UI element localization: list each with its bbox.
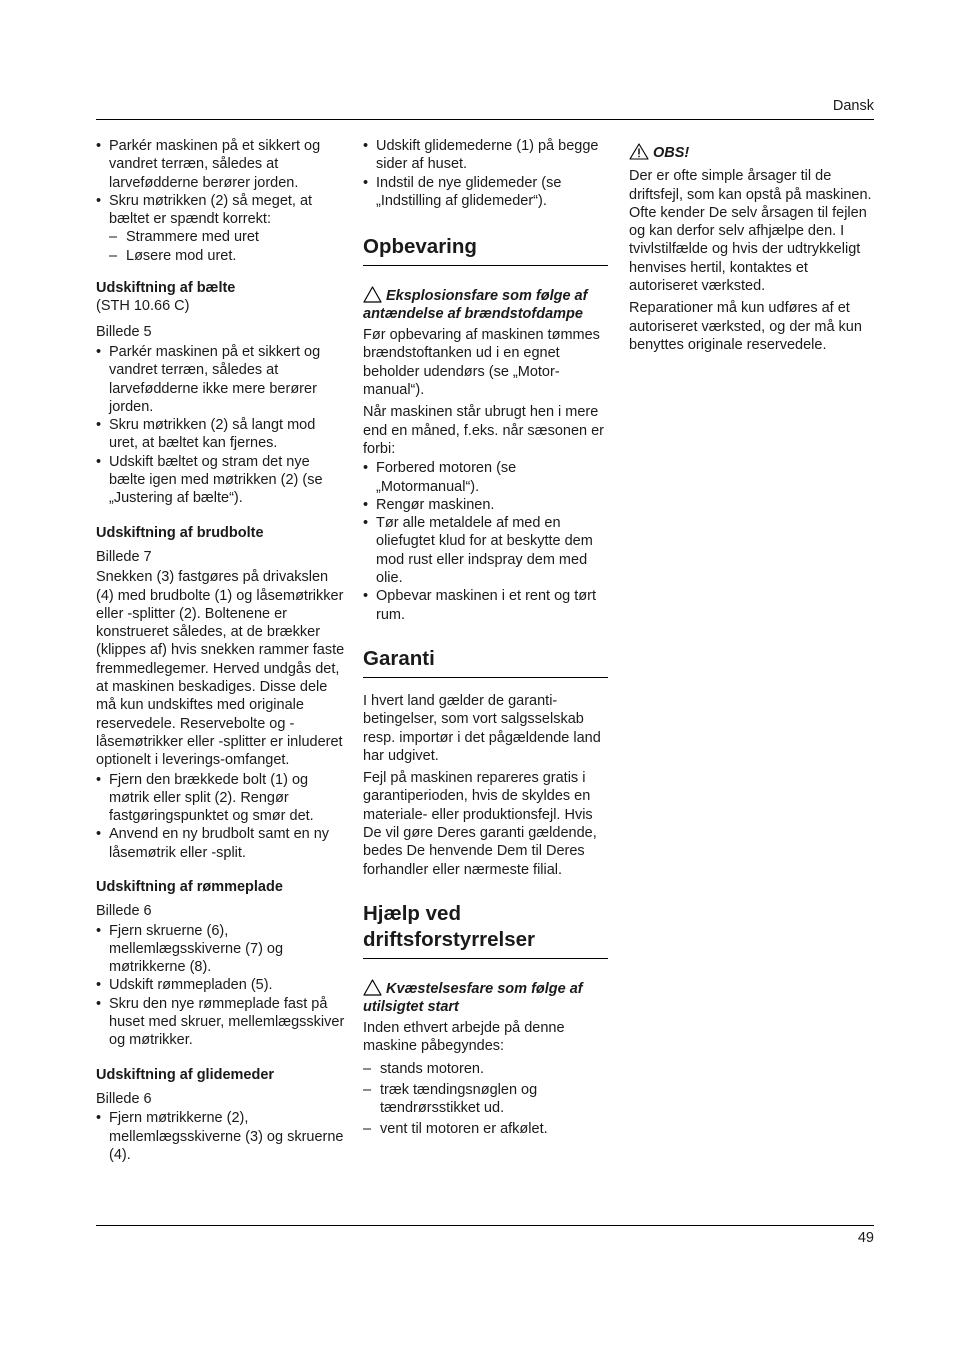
list-item: • Rengør maskinen.	[363, 496, 608, 514]
trouble-warning	[363, 979, 608, 1016]
page-number: 49	[857, 1230, 874, 1246]
warning-triangle-icon	[363, 979, 382, 996]
list-item: • Fjern skruerne (6), mellemlægsskiverne (7) og møtrikkerne (8).	[96, 922, 346, 977]
warranty-heading: Garanti	[363, 646, 608, 678]
list-item: – Strammere med uret	[109, 228, 346, 246]
storage-para-1: Før opbevaring af maskinen tømmes brændstoftanken ud i en egnet beholder udendørs (se „Motor-manual“).	[363, 327, 600, 399]
obs-note	[629, 143, 875, 162]
obs-label: OBS!	[653, 145, 690, 161]
obs-para-2: Reparationer må kun udføres af et autoriseret værksted, og der må kun benyttes originale reservedele.	[629, 300, 862, 353]
direction-list	[109, 228, 346, 265]
list-item: • Parkér maskinen på et sikkert og vandret terræn, således at larvefødderne berører jorden.	[96, 137, 346, 192]
list-item: – vent til motoren er afkølet.	[363, 1120, 608, 1138]
list-item: • Fjern møtrikkerne (2), mellemlægsskiverne (3) og skruerne (4).	[96, 1109, 346, 1164]
obs-para-1: Der er ofte simple årsager til de driftsfejl, som kan opstå på maskinen. Ofte kender De selv årsagen til fejlen og kan derfor selv afhjælpe den. I tvivlstilfælde og hvis der udtrykkeligt henvises hertil, kontaktes et autoriseret værksted.	[629, 168, 872, 295]
header-rule	[96, 119, 874, 120]
trouble-heading: Hjælp ved driftsforstyrrelser	[363, 901, 608, 959]
storage-heading: Opbevaring	[363, 234, 608, 266]
column-2	[363, 137, 608, 1142]
list-item: • Udskift bæltet og stram det nye bælte igen med møtrikken (2) (se „Justering af bælte“).	[96, 453, 346, 508]
belt-figure: Billede 5	[96, 323, 152, 340]
list-item: • Indstil de nye glidemeder (se „Indstilling af glidemeder“).	[363, 174, 608, 211]
trouble-steps	[363, 1060, 608, 1139]
list-item: • Fjern den brækkede bolt (1) og møtrik eller split (2). Rengør fastgøringspunktet og smør det.	[96, 771, 346, 826]
skids-title: Udskiftning af glidemeder	[96, 1066, 275, 1083]
skid-list	[363, 137, 608, 210]
warning-triangle-icon	[629, 143, 649, 160]
list-item	[96, 192, 346, 265]
list-item: • Skru den nye rømmeplade fast på huset med skruer, mellemlægsskiver og møtrikker.	[96, 995, 346, 1050]
list-item: – stands motoren.	[363, 1060, 608, 1078]
list-item: • Forbered motoren (se „Motormanual“).	[363, 459, 608, 496]
belt-model: (STH 10.66 C)	[96, 298, 190, 315]
storage-warning	[363, 286, 608, 323]
shear-figure: Billede 7	[96, 548, 152, 565]
list-item-text: Skru møtrikken (2) så meget, at bæltet er spændt korrekt:	[109, 192, 313, 228]
list-item: • Udskift glidemederne (1) på begge sider af huset.	[363, 137, 608, 174]
list-item: • Opbevar maskinen i et rent og tørt rum.	[363, 587, 608, 624]
header-language: Dansk	[832, 98, 874, 114]
list-item: • Tør alle metaldele af med en oliefugtet klud for at beskytte dem mod rust eller indspray dem med olie.	[363, 514, 608, 587]
list-item: – træk tændingsnøglen og tændrørsstikket ud.	[363, 1081, 608, 1118]
shear-text: Snekken (3) fastgøres på drivakslen (4) med brudbolte (1) og låsemøtrikker eller -splitter (2). Boltenene er konstrueret således, at de brækker (klippes af) hvis snekken rammer faste fremmedlegemer. Herved undgås det, at maskinen beskadiges. Disse dele må kun undskiftes med originale reservedele. Reservebolte og -låsemøtrikker eller -splitter er inluderet optionelt i leverings-omfanget.	[96, 569, 345, 769]
skids-figure: Billede 6	[96, 1090, 152, 1107]
intro-list	[96, 137, 346, 265]
list-item: – Løsere mod uret.	[109, 247, 346, 265]
skids-list	[96, 1109, 346, 1164]
warranty-para-2: Fejl på maskinen repareres gratis i garantiperioden, hvis de skyldes en materiale- eller produktionsfejl. Hvis De vil gøre Deres garanti gældende, bedes De henvende Dem til Deres forhandler eller nærmeste filial.	[363, 770, 597, 878]
scraper-list	[96, 922, 346, 1050]
belt-list	[96, 343, 346, 508]
list-item: • Udskift rømmepladen (5).	[96, 976, 346, 994]
storage-para-2: Når maskinen står ubrugt hen i mere end en måned, f.eks. når sæsonen er forbi:	[363, 404, 605, 457]
shear-title: Udskiftning af brudbolte	[96, 524, 264, 541]
belt-title: Udskiftning af bælte	[96, 280, 236, 297]
warranty-para-1: I hvert land gælder de garanti-betingelser, som vort salgsselskab resp. importør i det pågældende land har udgivet.	[363, 692, 601, 764]
trouble-intro: Inden ethvert arbejde på denne maskine påbegyndes:	[363, 1019, 565, 1055]
column-3	[629, 137, 875, 358]
list-item: • Skru møtrikken (2) så langt mod uret, at bæltet kan fjernes.	[96, 416, 346, 453]
scraper-figure: Billede 6	[96, 903, 152, 920]
storage-warning-text: Eksplosionsfare som følge af antændelse af brændstofdampe	[363, 288, 588, 323]
storage-list	[363, 459, 608, 624]
scraper-title: Udskiftning af rømmeplade	[96, 878, 283, 895]
list-item: • Anvend en ny brudbolt samt en ny låsemøtrik eller -split.	[96, 825, 346, 862]
shear-list	[96, 771, 346, 862]
column-1	[96, 137, 346, 1164]
warning-triangle-icon	[363, 286, 382, 303]
list-item: • Parkér maskinen på et sikkert og vandret terræn, således at larvefødderne ikke mere berører jorden.	[96, 343, 346, 416]
trouble-warning-text: Kvæstelsesfare som følge af utilsigtet start	[363, 980, 583, 1015]
footer-rule	[96, 1225, 874, 1226]
